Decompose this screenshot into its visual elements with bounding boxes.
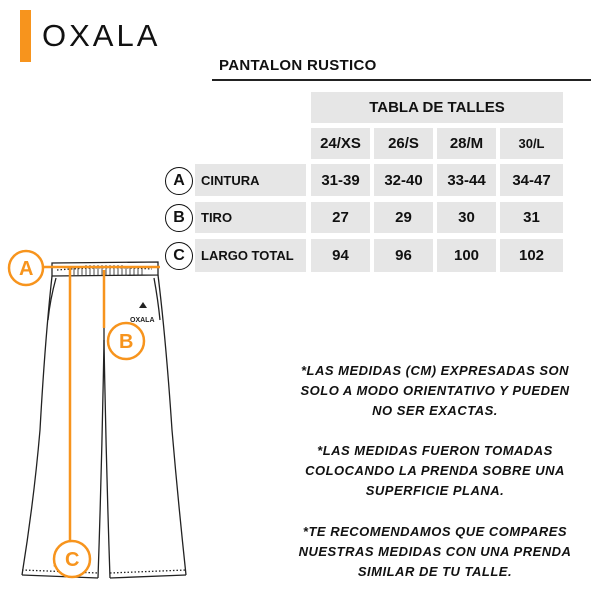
row-label-cintura: CINTURA [195, 164, 306, 196]
row-label-largo-total: LARGO TOTAL [195, 239, 306, 272]
note-line: NUESTRAS MEDIDAS CON UNA PRENDA [298, 544, 572, 559]
note-orientative [262, 361, 600, 421]
logo-text: OXALA [42, 18, 161, 53]
cell-cintura-s: 32-40 [374, 164, 433, 196]
cell-tiro-m: 30 [437, 202, 496, 233]
garment-logo-icon [130, 302, 155, 324]
cell-largo-m: 100 [437, 239, 496, 272]
logo-accent-bar [20, 10, 31, 62]
svg-text:A: A [19, 258, 34, 280]
note-line: SUPERFICIE PLANA. [365, 483, 505, 498]
marker-c-diagram [54, 541, 90, 577]
cell-cintura-m: 33-44 [437, 164, 496, 196]
note-line: SIMILAR DE TU TALLE. [357, 564, 513, 579]
cell-largo-s: 96 [374, 239, 433, 272]
cell-largo-xs: 94 [311, 239, 370, 272]
marker-b-diagram [108, 323, 144, 359]
marker-c: C [165, 242, 193, 270]
marker-b: B [165, 204, 193, 232]
size-header-l: 30/L [500, 128, 563, 159]
cell-cintura-l: 34-47 [500, 164, 563, 196]
note-line: COLOCANDO LA PRENDA SOBRE UNA [305, 463, 565, 478]
note-line: NO SER EXACTAS. [372, 403, 498, 418]
marker-a: A [165, 167, 193, 195]
title-divider [212, 79, 591, 81]
note-line: *TE RECOMENDAMOS QUE COMPARES [302, 524, 568, 539]
size-header-xs: 24/XS [311, 128, 370, 159]
svg-text:C: C [65, 549, 80, 571]
product-title: PANTALON RUSTICO [219, 57, 377, 74]
note-line: SOLO A MODO ORIENTATIVO Y PUEDEN [300, 383, 570, 398]
note-compare [262, 522, 600, 582]
cell-cintura-xs: 31-39 [311, 164, 370, 196]
note-line: *LAS MEDIDAS FUERON TOMADAS [317, 443, 553, 458]
cell-tiro-l: 31 [500, 202, 563, 233]
pants-measurement-diagram [0, 230, 200, 600]
cell-tiro-xs: 27 [311, 202, 370, 233]
svg-text:B: B [119, 331, 134, 353]
size-header-m: 28/M [437, 128, 496, 159]
note-flat-surface [262, 441, 600, 501]
brand-logo [20, 10, 180, 62]
row-label-tiro: TIRO [195, 202, 306, 233]
size-header-s: 26/S [374, 128, 433, 159]
size-table-title: TABLA DE TALLES [311, 92, 563, 123]
marker-a-diagram [9, 251, 43, 285]
cell-tiro-s: 29 [374, 202, 433, 233]
note-line: *LAS MEDIDAS (CM) EXPRESADAS SON [300, 363, 570, 378]
cell-largo-l: 102 [500, 239, 563, 272]
garment-logo-text: OXALA [130, 317, 155, 324]
